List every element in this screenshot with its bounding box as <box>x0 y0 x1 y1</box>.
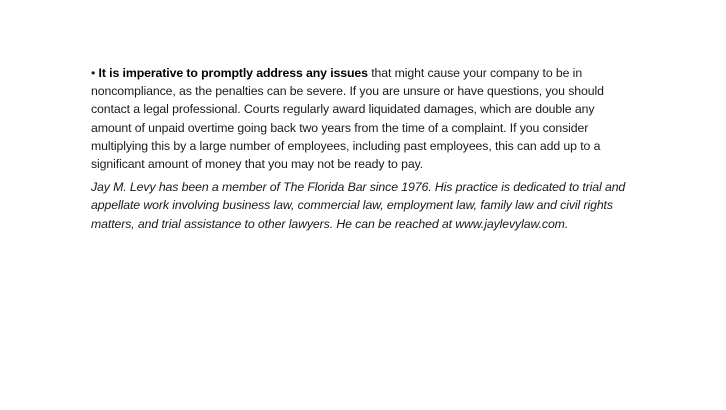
author-bio: Jay M. Levy has been a member of The Florida Bar since 1976. His practice is dedicated to trial and appellate work involving business law, commercial law, employment law, family law and civil rights matters, and trial assistance to other lawyers. He can be reached at www.jaylevylaw.com. <box>91 180 626 231</box>
bullet-paragraph <box>91 64 631 173</box>
bullet-icon: • <box>91 66 96 80</box>
paragraph-lead-text: It is imperative to promptly address any issues <box>98 66 368 80</box>
article-content <box>91 64 631 233</box>
paragraph-body-text: that might cause your company to be in noncompliance, as the penalties can be severe. If you are unsure or have questions, you should contact a legal professional. Courts regularly award liquidated damages, which are double any amount of unpaid overtime going back two years from the time of a complaint. If you consider multiplying this by a large number of employees, including past employees, this can add up to a significant amount of money that you may not be ready to pay. <box>91 66 604 172</box>
